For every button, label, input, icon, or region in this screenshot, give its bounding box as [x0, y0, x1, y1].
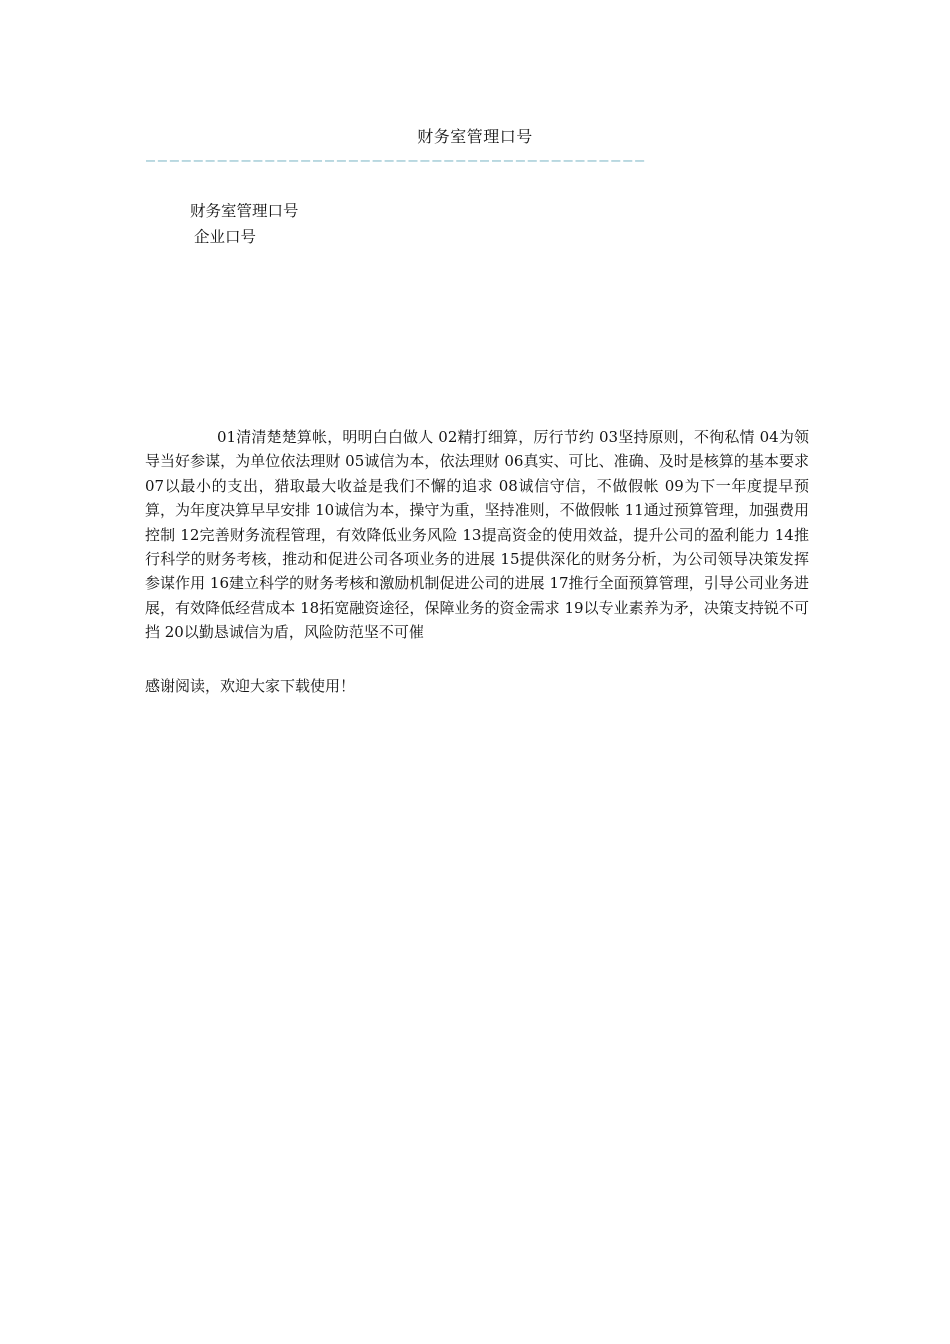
subtitle: 财务室管理口号 [190, 202, 299, 220]
category-label: 企业口号 [194, 228, 257, 246]
dashed-divider: —————————————————————————————————————————— [146, 151, 648, 169]
slogan-paragraph: 01清清楚楚算帐，明明白白做人 02精打细算，厉行节约 03坚持原则，不徇私情 04为领导当好参谋，为单位依法理财 05诚信为本，依法理财 06真实、可比、准确、及时是核算的基本要求 07以最小的支出，猎取最大收益是我们不懈的追求 08诚信守信，不做假帐 09为下一年度提早预算，为年度决算早早安排 10诚信为本，操守为重，坚持准则，不做假帐 11通过预算管理，加强费用控制 12完善财务流程管理，有效降低业务风险 13提高资金的使用效益，提升公司的盈利能力 14推行科学的财务考核，推动和促进公司各项业务的进展 15提供深化的财务分析，为公司领导决策发挥参谋作用 16建立科学的财务考核和激励机制促进公司的进展 17推行全面预算管理，引导公司业务进展，有效降低经营成本 18拓宽融资途径，保障业务的资金需求 19以专业素养为矛，决策支持锐不可挡 20以勤恳诚信为盾，风险防范坚不可催 [145, 428, 809, 642]
document-title: 财务室管理口号 [417, 127, 533, 146]
closing-note: 感谢阅读，欢迎大家下载使用！ [145, 677, 356, 695]
